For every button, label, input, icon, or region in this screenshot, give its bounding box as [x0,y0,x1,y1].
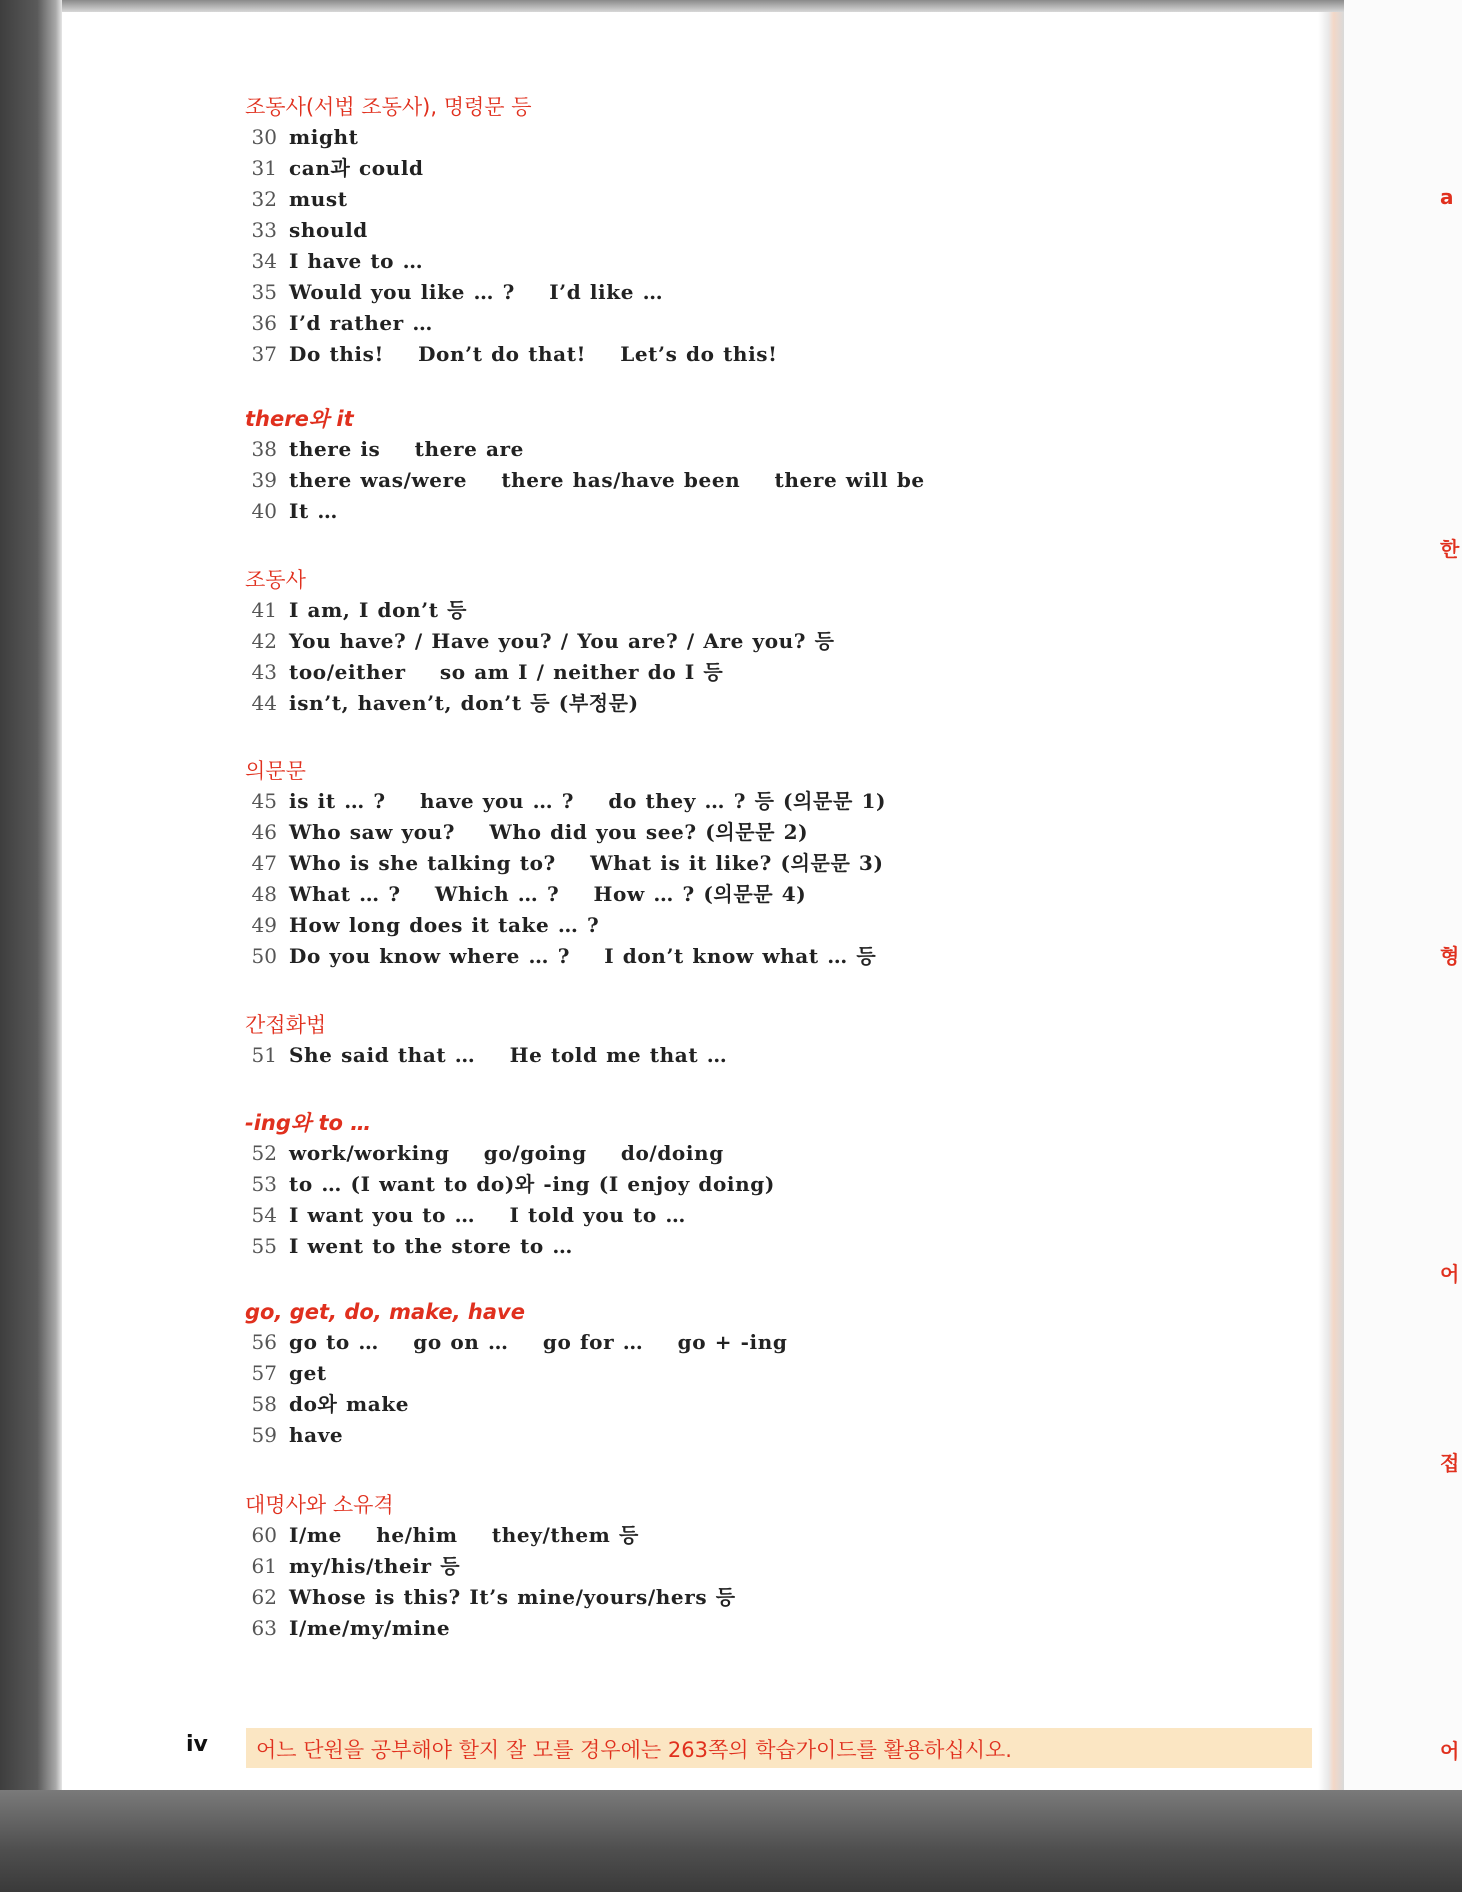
list-item [245,595,835,626]
next-page-heading: 어 [1440,1262,1460,1286]
unit-title: Whose is this? It’s mine/yours/hers 등 [289,1585,736,1609]
section-pronouns-possessives [245,1490,736,1644]
unit-number: 31 [251,156,277,180]
unit-title: I want you to … I told you to … [289,1203,686,1227]
section-heading: 간접화법 [245,1013,327,1037]
unit-title: isn’t, haven’t, don’t 등 (부정문) [289,691,639,715]
section-heading: 대명사와 소유격 [245,1493,394,1517]
unit-title: Who saw you? Who did you see? (의문문 2) [289,820,809,844]
unit-title: do와 make [289,1392,410,1416]
list-item [245,1200,775,1231]
list-item [245,465,925,496]
list-item [245,215,778,246]
section-heading: 의문문 [245,759,306,783]
unit-title: I am, I don’t 등 [289,598,468,622]
unit-number: 41 [251,598,277,622]
unit-number: 62 [251,1585,277,1609]
unit-number: 47 [251,851,277,875]
unit-number: 42 [251,629,277,653]
list-item [245,184,778,215]
list-item [245,1358,787,1389]
unit-number: 40 [251,499,277,523]
unit-title: Do you know where … ? I don’t know what … 등 [289,944,877,968]
unit-title: Who is she talking to? What is it like? (의문문 3) [289,851,884,875]
list-item [245,817,886,848]
unit-title: I have to … [289,249,424,273]
unit-number: 36 [251,311,277,335]
unit-title: How long does it take … ? [289,913,600,937]
book-spine-shadow [0,0,62,1892]
unit-number: 44 [251,691,277,715]
unit-title: Would you like … ? I’d like … [289,280,664,304]
list-item [245,688,835,719]
unit-number: 35 [251,280,277,304]
unit-number: 50 [251,944,277,968]
section-there-and-it [245,404,925,527]
unit-title: my/his/their 등 [289,1554,461,1578]
list-item [245,1040,727,1071]
next-page-heading: 어 [1440,1739,1460,1763]
next-page-heading: a [1440,185,1454,209]
unit-number: 58 [251,1392,277,1416]
section-heading: go, get, do, make, have [245,1300,525,1324]
list-item [245,339,778,370]
unit-number: 45 [251,789,277,813]
unit-number: 32 [251,187,277,211]
unit-number: 53 [251,1172,277,1196]
unit-number: 54 [251,1203,277,1227]
next-page-heading: 형 [1440,944,1460,968]
list-item [245,1389,787,1420]
unit-title: I/me he/him they/them 등 [289,1523,639,1547]
list-item [245,434,925,465]
unit-title: can과 could [289,156,424,180]
unit-number: 52 [251,1141,277,1165]
unit-number: 63 [251,1616,277,1640]
unit-number: 51 [251,1043,277,1067]
list-item [245,786,886,817]
unit-title: work/working go/going do/doing [289,1141,724,1165]
page-edge [1318,12,1344,1790]
list-item [245,246,778,277]
next-page-fragment [1344,0,1462,1790]
list-item [245,496,925,527]
unit-number: 59 [251,1423,277,1447]
list-item [245,308,778,339]
unit-title: She said that … He told me that … [289,1043,728,1067]
unit-title: there was/were there has/have been there will be [289,468,925,492]
list-item [245,626,835,657]
unit-number: 39 [251,468,277,492]
unit-number: 46 [251,820,277,844]
footer-note-bar [246,1728,1312,1768]
unit-title: is it … ? have you … ? do they … ? 등 (의문문 1) [289,789,887,813]
footer-note: 어느 단원을 공부해야 할지 잘 모를 경우에는 263쪽의 학습가이드를 활용하십시오. [256,1738,1012,1762]
list-item [245,879,886,910]
list-item [245,910,886,941]
unit-number: 37 [251,342,277,366]
unit-title: I/me/my/mine [289,1616,451,1640]
list-item [245,122,778,153]
list-item [245,277,778,308]
list-item [245,657,835,688]
section-auxiliary-verbs [245,565,835,719]
section-heading: 조동사 [245,568,306,592]
section-go-get-do-make-have [245,1297,787,1451]
section-modal-verbs [245,92,778,370]
unit-title: to … (I want to do)와 -ing (I enjoy doing) [289,1172,775,1196]
unit-title: I went to the store to … [289,1234,574,1258]
section-ing-and-to [245,1108,775,1262]
section-reported-speech [245,1010,727,1071]
list-item [245,848,886,879]
unit-number: 61 [251,1554,277,1578]
unit-number: 56 [251,1330,277,1354]
unit-number: 38 [251,437,277,461]
unit-title: I’d rather … [289,311,433,335]
unit-title: What … ? Which … ? How … ? (의문문 4) [289,882,807,906]
unit-number: 60 [251,1523,277,1547]
unit-number: 55 [251,1234,277,1258]
top-edge-shadow [62,0,1344,12]
list-item [245,1327,787,1358]
section-questions [245,756,886,972]
section-heading: -ing와 to … [245,1111,372,1135]
list-item [245,1582,736,1613]
unit-title: too/either so am I / neither do I 등 [289,660,724,684]
unit-title: should [289,218,368,242]
list-item [245,1551,736,1582]
list-item [245,1420,787,1451]
unit-title: It … [289,499,338,523]
list-item [245,1138,775,1169]
list-item [245,1613,736,1644]
bottom-scan-shadow [0,1790,1462,1892]
page-number: iv [186,1732,208,1757]
unit-title: Do this! Don’t do that! Let’s do this! [289,342,778,366]
unit-number: 48 [251,882,277,906]
section-heading: 조동사(서법 조동사), 명령문 등 [245,95,532,119]
unit-title: must [289,187,348,211]
next-page-heading: 한 [1440,537,1460,561]
unit-title: You have? / Have you? / You are? / Are you? 등 [289,629,835,653]
list-item [245,941,886,972]
unit-title: might [289,125,359,149]
unit-number: 34 [251,249,277,273]
unit-title: there is there are [289,437,524,461]
unit-number: 49 [251,913,277,937]
unit-number: 43 [251,660,277,684]
list-item [245,153,778,184]
unit-number: 30 [251,125,277,149]
list-item [245,1169,775,1200]
unit-title: go to … go on … go for … go + -ing [289,1330,788,1354]
unit-title: get [289,1361,327,1385]
section-heading: there와 it [245,407,354,431]
next-page-heading: 접 [1440,1451,1460,1475]
unit-number: 57 [251,1361,277,1385]
unit-number: 33 [251,218,277,242]
list-item [245,1520,736,1551]
list-item [245,1231,775,1262]
unit-title: have [289,1423,344,1447]
